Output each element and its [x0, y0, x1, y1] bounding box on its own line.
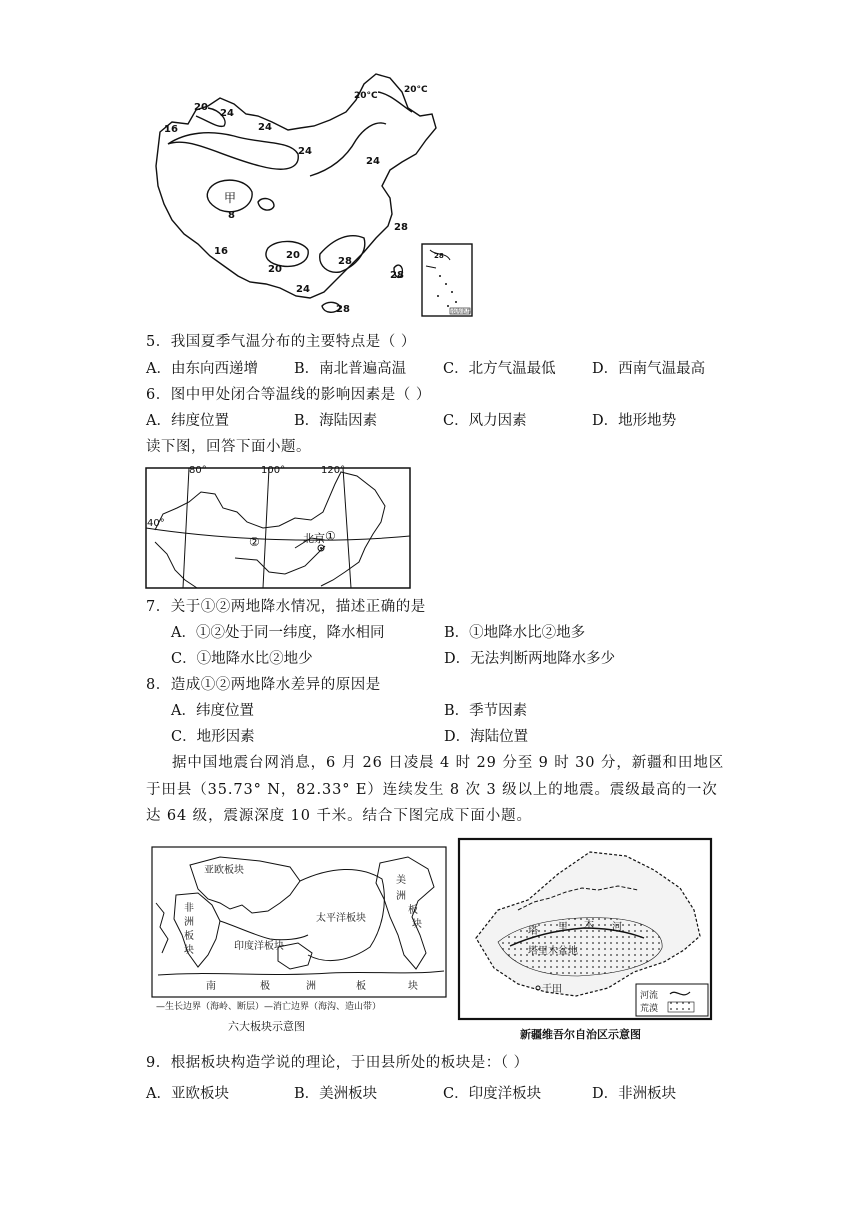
eurasian-plate-label: 亚欧板块	[204, 865, 244, 876]
isotherm-label: 20	[268, 264, 282, 275]
lon-label-120: 120°	[321, 465, 346, 476]
africa-plate-label: 板	[184, 931, 194, 942]
q9-option-b[interactable]: B．美洲板块	[294, 1086, 378, 1102]
isotherm-label: 20°C	[404, 85, 428, 95]
q8-option-b[interactable]: B．季节因素	[444, 703, 528, 719]
isotherm-label: 24	[298, 146, 312, 157]
isotherm-label: 24	[296, 284, 310, 295]
legend-river-label: 河流	[640, 991, 659, 1001]
q8-option-a[interactable]: A．纬度位置	[171, 703, 254, 719]
basin-label: 塔里木盆地	[528, 946, 578, 957]
river-label: 木	[584, 920, 594, 931]
q5-stem: 5．我国夏季气温分布的主要特点是（ ）	[146, 334, 416, 350]
yutian-label: 于田	[542, 984, 562, 995]
xinjiang-map	[458, 838, 714, 1022]
jia-label: 甲	[224, 191, 237, 205]
isotherm-label: 28	[336, 304, 350, 315]
lat-label-40: 40°	[147, 518, 165, 529]
antarctic-plate-label: 块	[408, 981, 418, 992]
q6-stem: 6．图中甲处闭合等温线的影响因素是（ ）	[146, 387, 431, 403]
isotherm-24-north	[168, 133, 298, 169]
q8-option-d[interactable]: D．海陆位置	[444, 729, 529, 745]
pacific-plate-label: 太平洋板块	[316, 913, 366, 924]
isotherm-label: 24	[220, 108, 234, 119]
isotherm-label: 16	[214, 246, 228, 257]
africa-plate-label: 块	[184, 945, 194, 956]
q6-option-d[interactable]: D．地形地势	[592, 413, 677, 429]
q5-option-a[interactable]: A．由东向西递增	[146, 361, 258, 377]
beijing-label: 北京	[303, 532, 325, 545]
passage-line-3: 达 64 级，震源深度 10 千米。结合下图完成下面小题。	[146, 808, 532, 824]
antarctic-plate-label: 极	[260, 981, 270, 992]
point-2-label: ②	[249, 535, 260, 549]
america-plate-label: 洲	[396, 891, 406, 902]
isotherm-small-closed	[258, 199, 274, 211]
africa-plate-label: 洲	[184, 917, 194, 928]
q5-option-d[interactable]: D．西南气温最高	[592, 361, 706, 377]
plates-legend: —生长边界（海岭、断层）—消亡边界（海沟、造山带）	[156, 1002, 382, 1012]
q7-option-d[interactable]: D．无法判断两地降水多少	[444, 651, 616, 667]
q5-option-c[interactable]: C．北方气温最低	[443, 361, 556, 377]
point-1-label: ①	[325, 529, 336, 543]
america-plate-label: 美	[396, 875, 406, 886]
isotherm-label: 24	[366, 156, 380, 167]
isotherm-label: 16	[164, 124, 178, 135]
china-isotherm-map	[150, 70, 480, 320]
america-plate-label: 板	[408, 905, 418, 916]
q6-option-c[interactable]: C．风力因素	[443, 413, 527, 429]
read-prompt: 读下图，回答下面小题。	[146, 439, 311, 455]
south-sea-inset	[422, 244, 472, 316]
antarctic-plate-label: 洲	[306, 981, 316, 992]
isotherm-20c-ne	[378, 92, 412, 112]
isotherm-label: 8	[228, 210, 235, 221]
isotherm-label: 28	[390, 270, 404, 281]
q5-option-b[interactable]: B．南北普遍高温	[294, 361, 407, 377]
isotherm-label: 24	[258, 122, 272, 133]
isotherm-label: 20	[194, 102, 208, 113]
q7-option-b[interactable]: B．①地降水比②地多	[444, 625, 586, 641]
passage-line-2: 于田县（35.73° N，82.33° E）连续发生 8 次 3 级以上的地震。震级最高的一次	[146, 782, 718, 798]
plates-map	[150, 843, 450, 1013]
america-plate-label: 块	[412, 919, 422, 930]
q7-stem: 7．关于①②两地降水情况，描述正确的是	[146, 599, 426, 615]
antarctic-plate-label: 南	[206, 981, 216, 992]
isotherm-label: 28	[434, 252, 444, 260]
q9-option-c[interactable]: C．印度洋板块	[443, 1086, 542, 1102]
antarctic-plate-label: 板	[356, 981, 366, 992]
legend-desert-label: 荒漠	[640, 1004, 659, 1014]
isotherm-label: 20	[286, 250, 300, 261]
lon-label-80: 80°	[189, 465, 207, 476]
q9-option-a[interactable]: A．亚欧板块	[146, 1086, 229, 1102]
plates-map-caption: 六大板块示意图	[228, 1020, 305, 1033]
isotherm-label: 20°C	[354, 91, 378, 101]
river-label: 塔	[528, 926, 538, 937]
lon-label-100: 100°	[261, 465, 286, 476]
q9-stem: 9．根据板块构造学说的理论，于田县所处的板块是：（ ）	[146, 1055, 529, 1071]
river-label: 里	[558, 922, 568, 933]
isotherm-24-east	[310, 123, 386, 176]
isotherm-label: 28	[338, 256, 352, 267]
inset-caption: 南海诸岛	[451, 309, 472, 315]
indian-plate-label: 印度洋板块	[234, 941, 284, 952]
isotherm-label: 28	[394, 222, 408, 233]
xinjiang-map-caption: 新疆维吾尔自治区示意图	[520, 1028, 641, 1041]
q9-option-d[interactable]: D．非洲板块	[592, 1086, 677, 1102]
passage-line-1: 据中国地震台网消息，6 月 26 日凌晨 4 时 29 分至 9 时 30 分，新疆和田地区	[172, 755, 725, 771]
africa-plate-label: 非	[184, 903, 194, 914]
q6-option-b[interactable]: B．海陆因素	[294, 413, 378, 429]
q8-stem: 8．造成①②两地降水差异的原因是	[146, 677, 381, 693]
river-label: 河	[612, 922, 622, 933]
q8-option-c[interactable]: C．地形因素	[171, 729, 255, 745]
q7-option-a[interactable]: A．①②处于同一纬度，降水相同	[171, 625, 385, 641]
latitude-map	[145, 462, 413, 590]
q6-option-a[interactable]: A．纬度位置	[146, 413, 229, 429]
xinjiang-legend	[636, 984, 708, 1016]
q7-option-c[interactable]: C．①地降水比②地少	[171, 651, 313, 667]
